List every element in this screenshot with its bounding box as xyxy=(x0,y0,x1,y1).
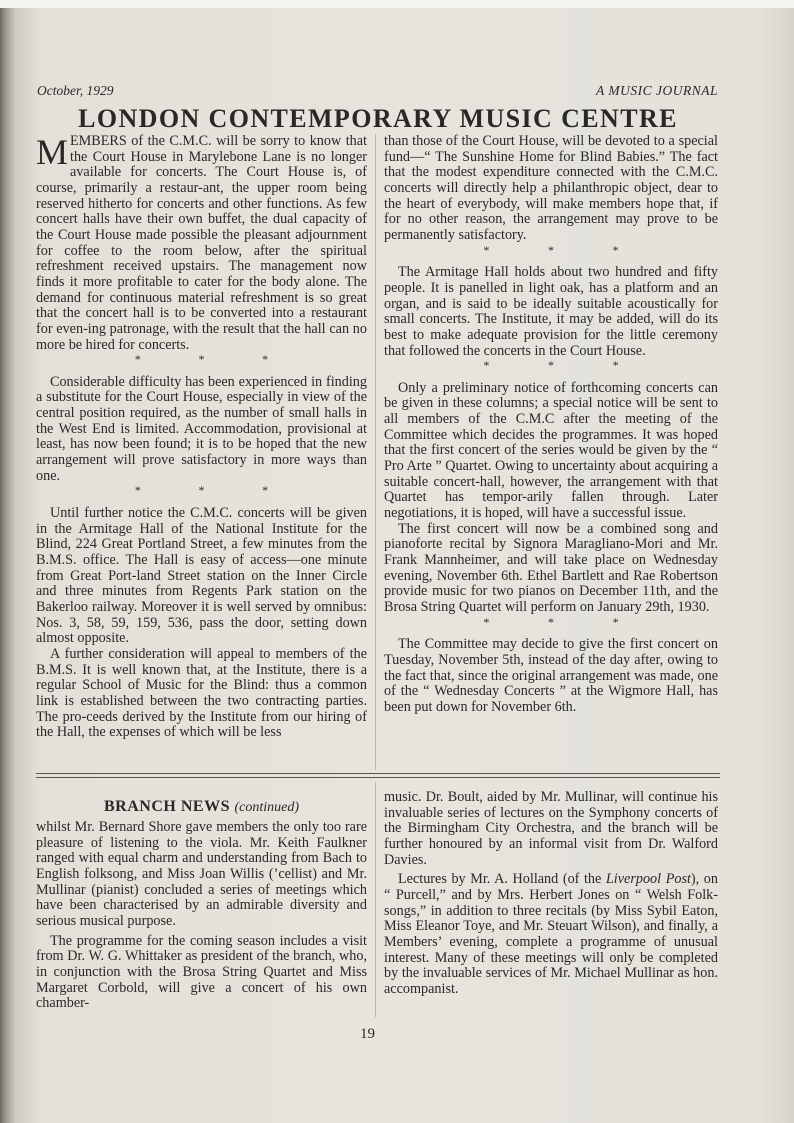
section-separator xyxy=(384,616,718,632)
page-number: 19 xyxy=(360,1026,375,1042)
heading-subtitle: (continued) xyxy=(234,800,299,815)
publication-name: Liverpool Post xyxy=(605,871,691,888)
article-paragraph: The Committee may decide to give the first concert on Tuesday, November 5th, instead of the day after, owing to the fact that, since the original arrangement was made, one of the “ Wednesday Concerts ” at the Wigmore Hall, has been put down for November 6th. xyxy=(384,636,718,715)
asterisk: * xyxy=(483,242,490,257)
paragraph-text: EMBERS of the C.M.C. will be sorry to know that the Court House in Marylebone Lane is no longer available for concerts. The Court House is, of course, primarily a restaur-ant, the upper room being reserved hitherto for concerts and other functions. As few concert halls have their own buffet, the dual capacity of the Court House made possible the pleasant adjournment for coffee to the room below, after the spiritual refreshment received upstairs. The management now finds it more profitable to cater for the body alone. The demand for continuous material refreshment is so great that the concert hall is to be converted into a restaurant for even-ing patronage, with the result that the hall can no more be hired for concerts. xyxy=(36,133,367,353)
asterisk: * xyxy=(547,614,554,629)
article-paragraph: than those of the Court House, will be devoted to a special fund—“ The Sunshine Home for Blind Babies.” The fact that the modest expenditure connected with the C.M.C. concerts will directly help a philanthropic object, dear to the heart of everybody, will make members hope that, if for no other reason, the arrangement may prove to be permanently satisfactory. xyxy=(384,133,718,243)
branch-news-heading xyxy=(36,798,367,816)
column-divider xyxy=(375,134,376,770)
running-head-journal: A MUSIC JOURNAL xyxy=(596,83,718,98)
branch-column-right xyxy=(384,790,718,998)
section-separator xyxy=(384,359,718,375)
section-rule xyxy=(36,777,720,778)
scan-top-edge xyxy=(0,0,794,8)
asterisk: * xyxy=(198,483,205,498)
heading-text: BRANCH NEWS xyxy=(104,798,230,815)
article-paragraph: A further consideration will appeal to members of the B.M.S. It is well known that, at the Institute, there is a regular School of Music for the Blind: thus a common link is established between the two contracting parties. The pro-ceeds derived by the Institute from our hiring of the Hall, the expenses of which will be less xyxy=(36,645,367,741)
paragraph-text: ), on “ Purcell,” and by Mrs. Herbert Jones on “ Welsh Folk-songs,” in addition to three recitals (by Miss Sybil Eaton, Miss Eleanor Toye, and Mr. Steuart Wilson), and finally, a Members’ evening, complete a programme of unusual interest. Many of these meetings will only be completed by the invaluable services of Mr. Michael Mullinar as hon. accompanist. xyxy=(384,871,718,997)
branch-paragraph xyxy=(384,872,718,997)
branch-paragraph: whilst Mr. Bernard Shore gave members the only too rare pleasure of listening to the viola. Mr. Keith Faulkner ranged with equal charm and understanding from Bach to English folksong, and Miss Joan Willis (’cellist) and Mr. Mullinar (pianist) concluded a series of meetings which have been characterised by an admirable diversity and serious musical purpose. xyxy=(36,819,367,929)
asterisk: * xyxy=(134,352,141,367)
running-head-date: October, 1929 xyxy=(37,83,114,98)
article-column-right xyxy=(384,134,718,716)
paragraph-text: Lectures by Mr. A. Holland (of the xyxy=(398,871,606,888)
asterisk: * xyxy=(262,352,269,367)
article-column-left xyxy=(36,134,367,741)
asterisk: * xyxy=(547,358,554,373)
asterisk: * xyxy=(483,358,490,373)
asterisk: * xyxy=(612,242,619,257)
article-paragraph: The Armitage Hall holds about two hundred and fifty people. It is panelled in light oak, has a platform and an organ, and is said to be ideally suitable acoustically for small concerts. The Institute, it may be added, will do its best to make adequate provision for the little ceremony that followed the concerts in the Court House. xyxy=(384,264,718,359)
section-rule xyxy=(36,773,720,774)
article-paragraph: Considerable difficulty has been experienced in finding a substitute for the Court House, especially in view of the central position required, as the number of small halls in the West End is limited. Accommodation, provisional at least, has now been found; it is to be hoped that the new arrangement will prove satisfactory in more ways than one. xyxy=(36,373,367,484)
asterisk: * xyxy=(547,242,554,257)
drop-cap: M xyxy=(36,132,69,172)
branch-paragraph: The programme for the coming season includes a visit from Dr. W. G. Whittaker as president of the branch, who, in conjunction with the Brosa String Quartet and Miss Margaret Corbold, will give a concert of his own chamber- xyxy=(36,932,367,1012)
asterisk: * xyxy=(612,358,619,373)
column-divider xyxy=(375,782,376,1017)
asterisk: * xyxy=(612,614,619,629)
asterisk: * xyxy=(134,483,141,498)
article-paragraph xyxy=(36,134,367,353)
asterisk: * xyxy=(483,614,490,629)
asterisk: * xyxy=(198,352,205,367)
article-paragraph: Until further notice the C.M.C. concerts will be given in the Armitage Hall of the National Institute for the Blind, 224 Great Portland Street, a few minutes from the B.M.S. office. The Hall is easy of access—one minute from Great Port-land Street station on the Inner Circle and three minutes from Regents Park station on the Bakerloo railway. Moreover it is well served by omnibus: Nos. 3, 58, 59, 159, 536, pass the door, setting down almost opposite. xyxy=(36,505,367,647)
article-paragraph: Only a preliminary notice of forthcoming concerts can be given in these columns; a special notice will be sent to all members of the C.M.C after the meeting of the Committee which decides the programmes. It was hoped that the first concert of the series would be given by the “ Pro Arte ” Quartet. Owing to uncertainty about acquiring a suitable concert-hall, however, the arrangement with that Quartet has tempor-arily fallen through. Later negotiations, it is hoped, will have a successful issue. xyxy=(384,379,718,522)
asterisk: * xyxy=(262,483,269,498)
branch-paragraph: music. Dr. Boult, aided by Mr. Mullinar, will continue his invaluable series of lectures on the Symphony concerts of the Birmingham City Orchestra, and the branch will be further honoured by an informal visit from Dr. Walford Davies. xyxy=(384,789,718,868)
section-separator xyxy=(36,484,367,500)
branch-column-left xyxy=(36,820,367,1012)
section-separator xyxy=(36,353,367,369)
page-title: LONDON CONTEMPORARY MUSIC CENTRE xyxy=(78,104,678,133)
article-paragraph: The first concert will now be a combined song and pianoforte recital by Signora Maragliano-Mori and Mr. Frank Mannheimer, and will take place on Wednesday evening, November 6th. Ethel Bartlett and Rae Robertson provide music for two pianos on December 11th, and the Brosa String Quartet will perform on January 29th, 1930. xyxy=(384,520,718,615)
section-separator xyxy=(384,244,718,260)
